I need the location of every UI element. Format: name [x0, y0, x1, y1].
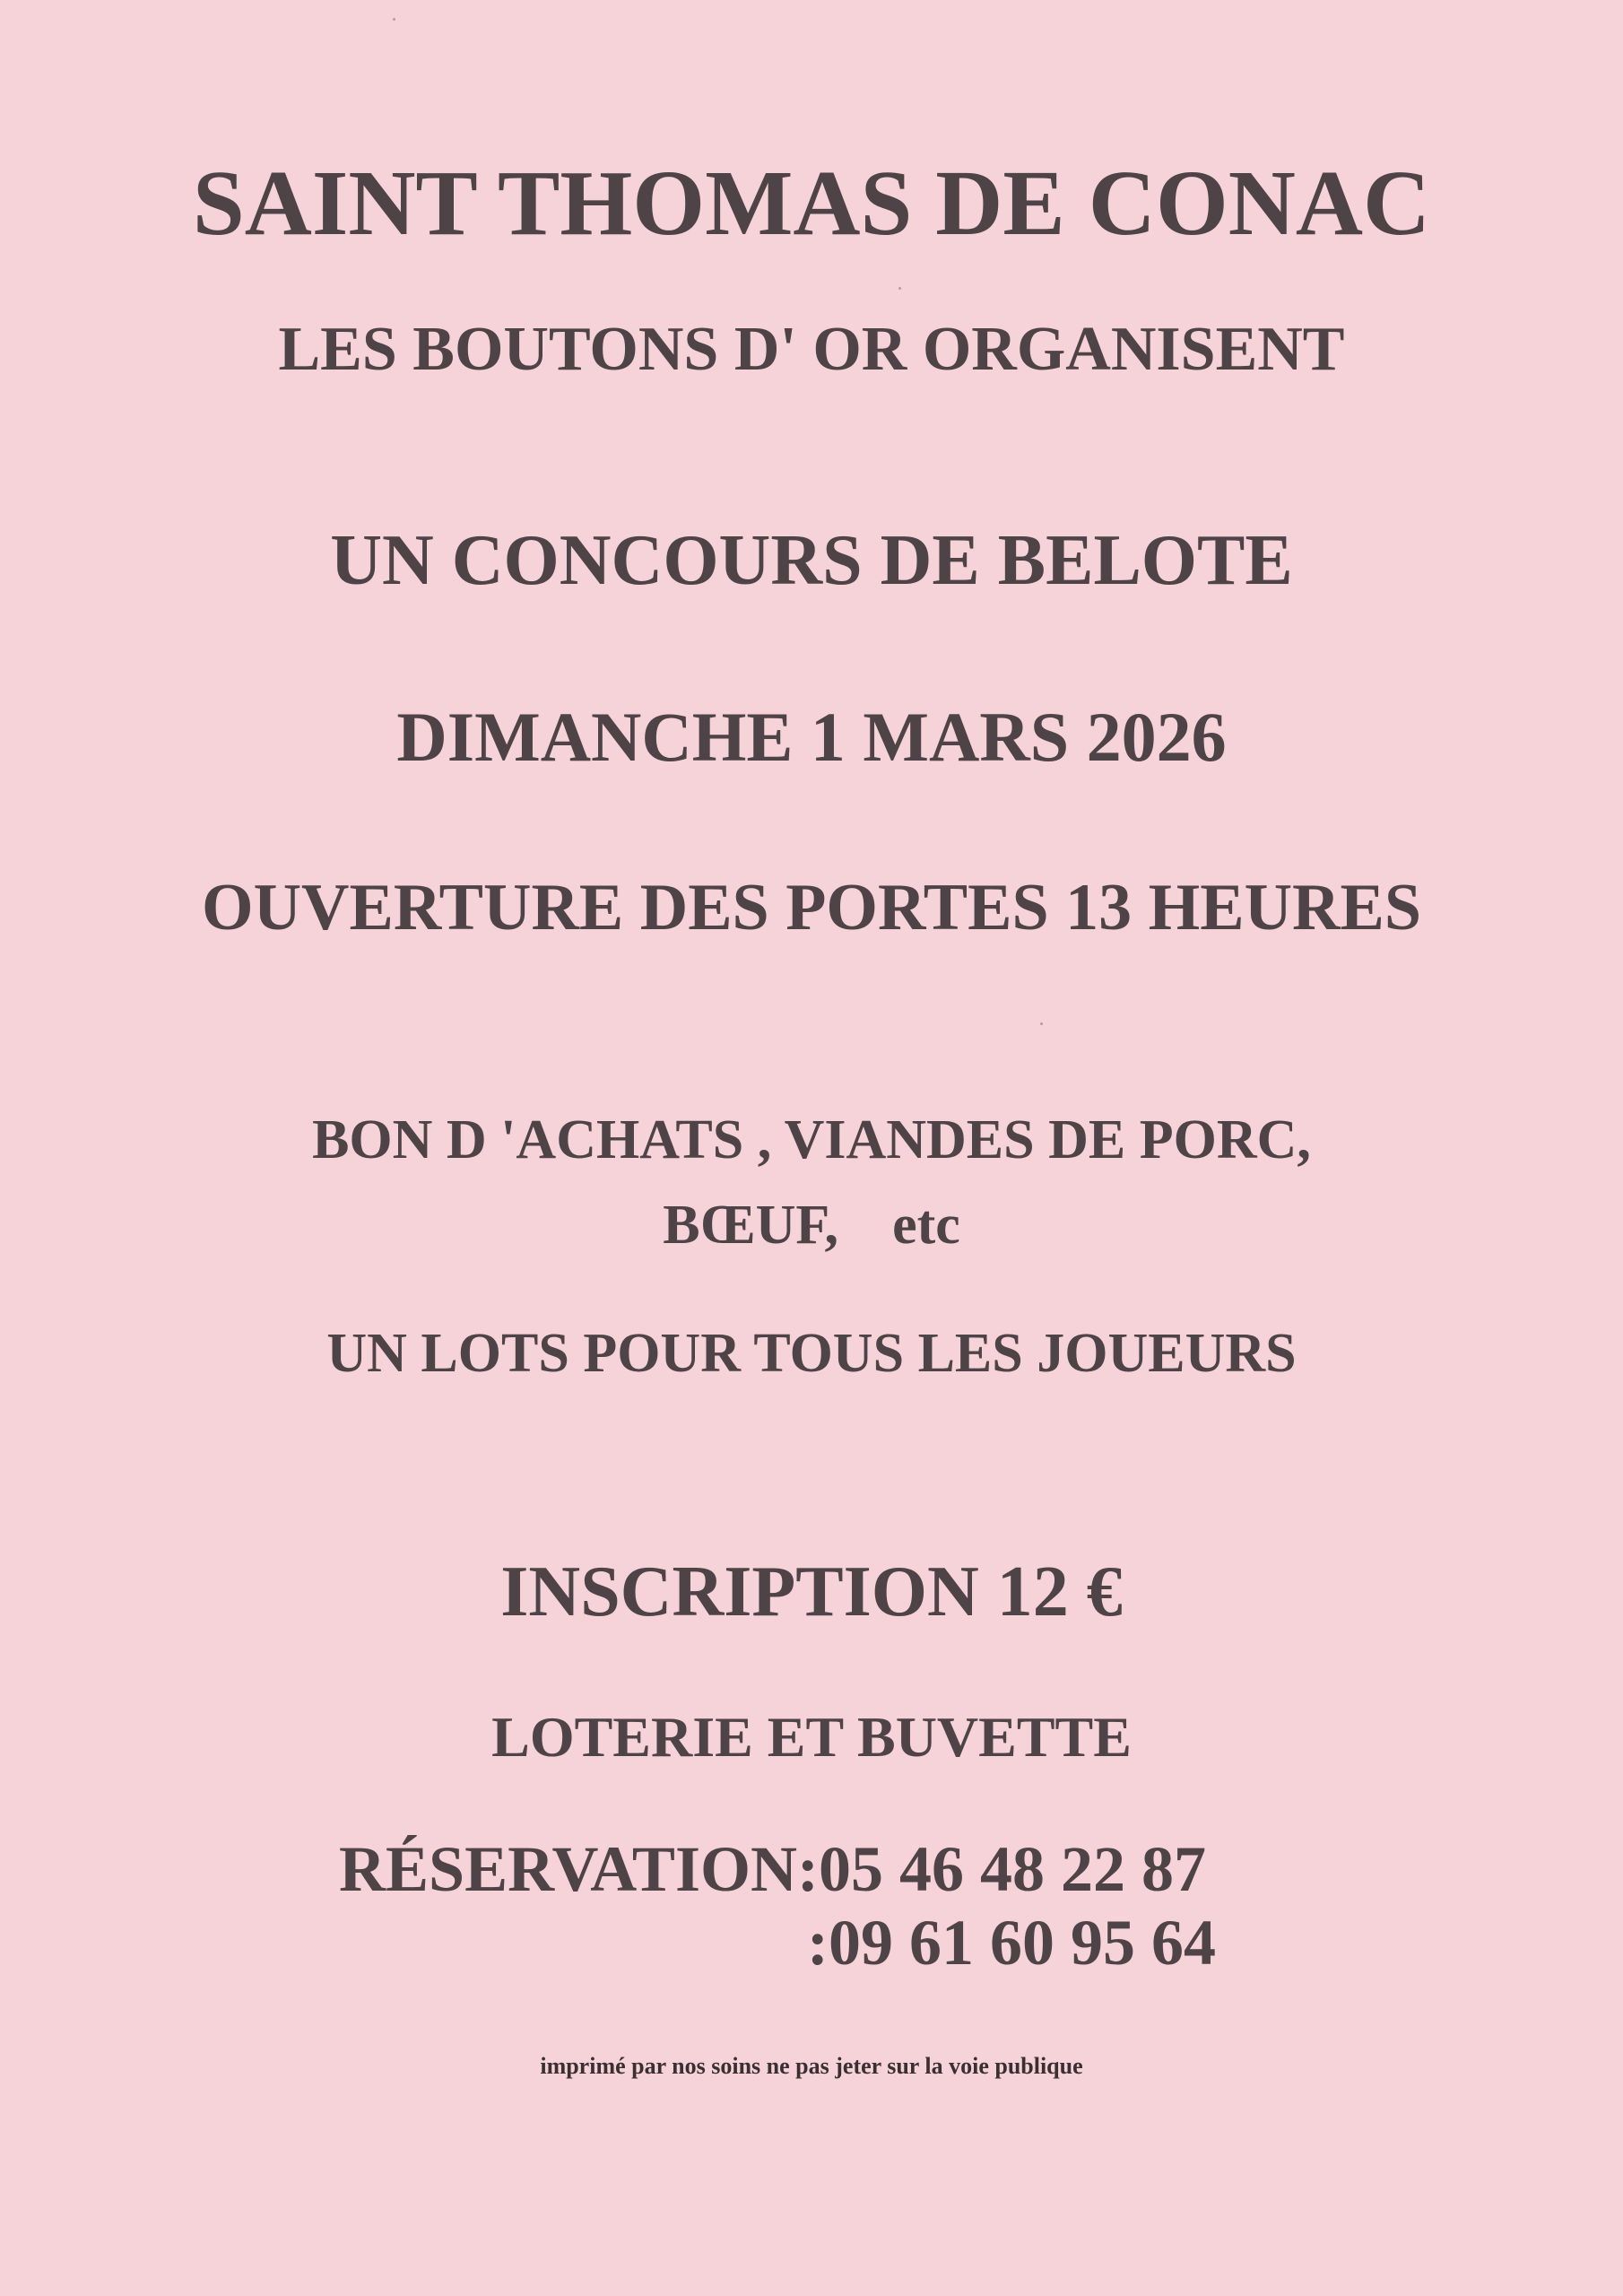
prizes-line-1: BON D 'ACHATS , VIANDES DE PORC, [312, 1109, 1311, 1170]
prizes-line-2 [0, 1195, 1623, 1256]
footer-note: imprimé par nos soins ne pas jeter sur la voie publique [540, 2053, 1083, 2079]
paper-speck [393, 18, 395, 21]
lots-line: UN LOTS POUR TOUS LES JOUEURS [326, 1323, 1297, 1384]
prizes-line-2-beef: BŒUF, [663, 1195, 839, 1256]
reservation-phone-1: RÉSERVATION:05 46 48 22 87 [339, 1833, 1206, 1905]
prizes-line-2-etc: etc [892, 1195, 960, 1256]
paper-speck [1040, 1022, 1043, 1025]
organizer-line: LES BOUTONS D' OR ORGANISENT [278, 315, 1345, 384]
lottery-line: LOTERIE ET BUVETTE [491, 1705, 1132, 1769]
event-name: UN CONCOURS DE BELOTE [330, 521, 1293, 600]
registration-fee: INSCRIPTION 12 € [500, 1552, 1123, 1631]
reservation-phone-2: :09 61 60 95 64 [807, 1907, 1216, 1979]
doors-opening: OUVERTURE DES PORTES 13 HEURES [202, 871, 1421, 944]
paper-speck [898, 287, 901, 290]
flyer-title: SAINT THOMAS DE CONAC [192, 152, 1431, 255]
event-date: DIMANCHE 1 MARS 2026 [396, 698, 1227, 776]
